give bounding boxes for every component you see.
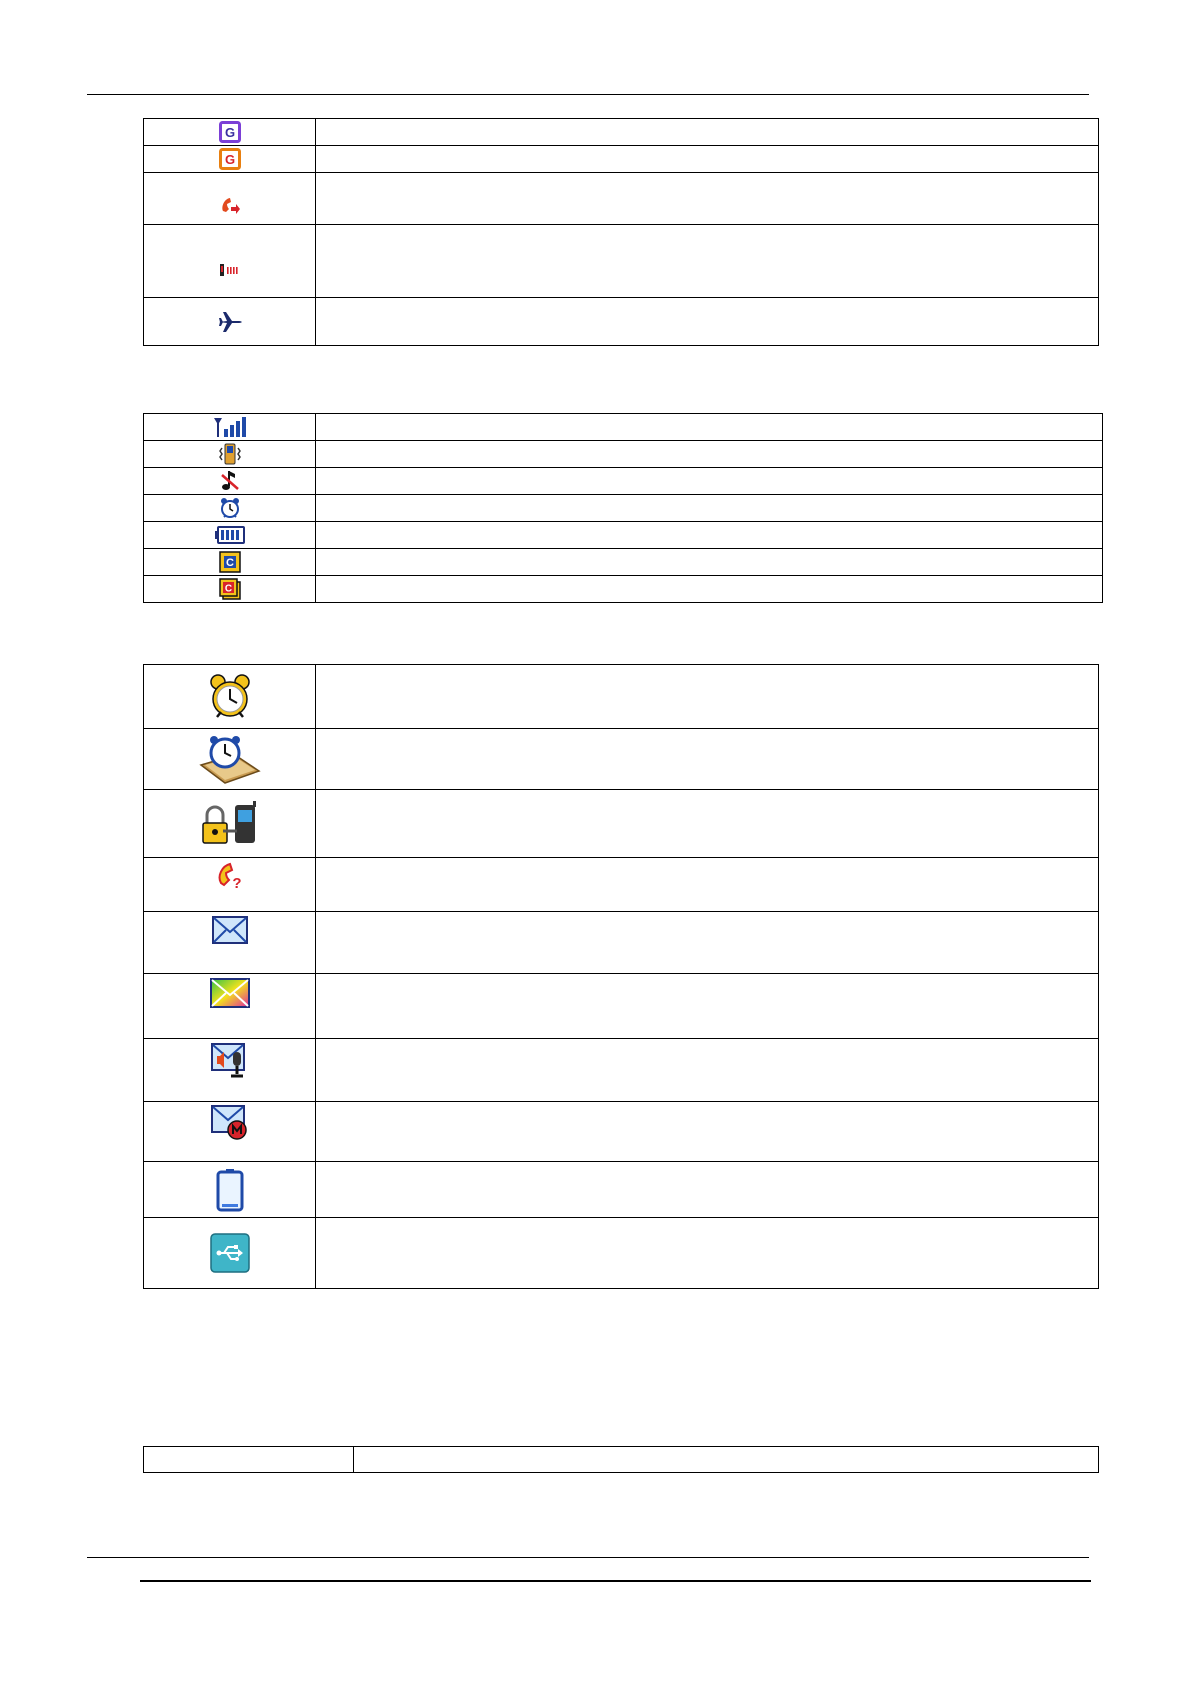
table-row [144,665,1099,729]
row-description [316,173,1099,225]
row-description [316,495,1103,522]
c-blue-icon [218,550,242,574]
table-row [144,495,1103,522]
table-row [144,119,1099,146]
row-description [316,974,1099,1039]
row-description [316,1039,1099,1102]
voice-mail-icon [211,1042,249,1080]
svg-text:G: G [224,125,235,140]
row-description [316,225,1099,298]
table-row [144,522,1103,549]
mms-envelope-icon [210,977,250,1009]
usb-icon [210,1233,250,1273]
table-row [144,549,1103,576]
table-row [144,858,1099,912]
svg-text:G: G [224,152,235,167]
schedule-clock-icon [197,733,263,785]
svg-text:C: C [225,557,234,569]
unknown-call-icon [215,861,245,891]
table-row [144,974,1099,1039]
table-row [144,173,1099,225]
table-row [144,1447,1099,1473]
row-description [316,1162,1099,1218]
row-description [316,146,1099,173]
c-red-icon [218,577,242,601]
row-description [316,119,1099,146]
row-description [354,1447,1099,1473]
row-description [316,790,1099,858]
silent-mode-icon [219,469,241,493]
table-row [144,146,1099,173]
phone-lock-icon [201,801,259,847]
flight-mode-icon [217,309,243,335]
status-icons-table [143,413,1103,603]
battery-low-icon [215,1168,245,1212]
row-description [316,414,1103,441]
sms-envelope-icon [212,915,248,945]
svg-text:?: ? [231,875,242,891]
row-description [316,549,1103,576]
header-rule [87,94,1089,95]
row-description [316,298,1099,346]
row-description [316,576,1103,603]
alarm-clock-icon [209,673,251,721]
table-row [144,1102,1099,1162]
row-description [316,468,1103,495]
vibrate-ring-icon [219,262,241,278]
table-row [144,1162,1099,1218]
table-row [144,912,1099,974]
table-row [144,298,1099,346]
table-row [144,790,1099,858]
vibrate-icon [219,442,241,466]
row-description [316,522,1103,549]
row-description [316,858,1099,912]
table-row [144,1039,1099,1102]
row-description [316,665,1099,729]
battery-full-icon [215,525,245,545]
footer-rule-top [87,1557,1089,1558]
message-full-icon [211,1104,249,1140]
row-description [316,729,1099,790]
row-description [316,1102,1099,1162]
gprs-g-orange-icon [219,148,241,170]
table-row [144,225,1099,298]
table-row [144,729,1099,790]
popup-icons-table [143,664,1099,1289]
row-description [316,1218,1099,1289]
table-row [144,414,1103,441]
table-row [144,1218,1099,1289]
alarm-small-icon [218,496,242,520]
table-row [144,468,1103,495]
footer-rule-bottom [140,1580,1091,1582]
svg-text:C: C [224,583,232,595]
key-cell [144,1447,354,1473]
table-row [144,576,1103,603]
network-icons-table [143,118,1099,346]
row-description [316,441,1103,468]
table-row [144,441,1103,468]
row-description [316,912,1099,974]
call-divert-icon [219,194,241,216]
key-table [143,1446,1099,1473]
gprs-g-purple-icon [219,121,241,143]
signal-strength-icon [213,416,247,438]
